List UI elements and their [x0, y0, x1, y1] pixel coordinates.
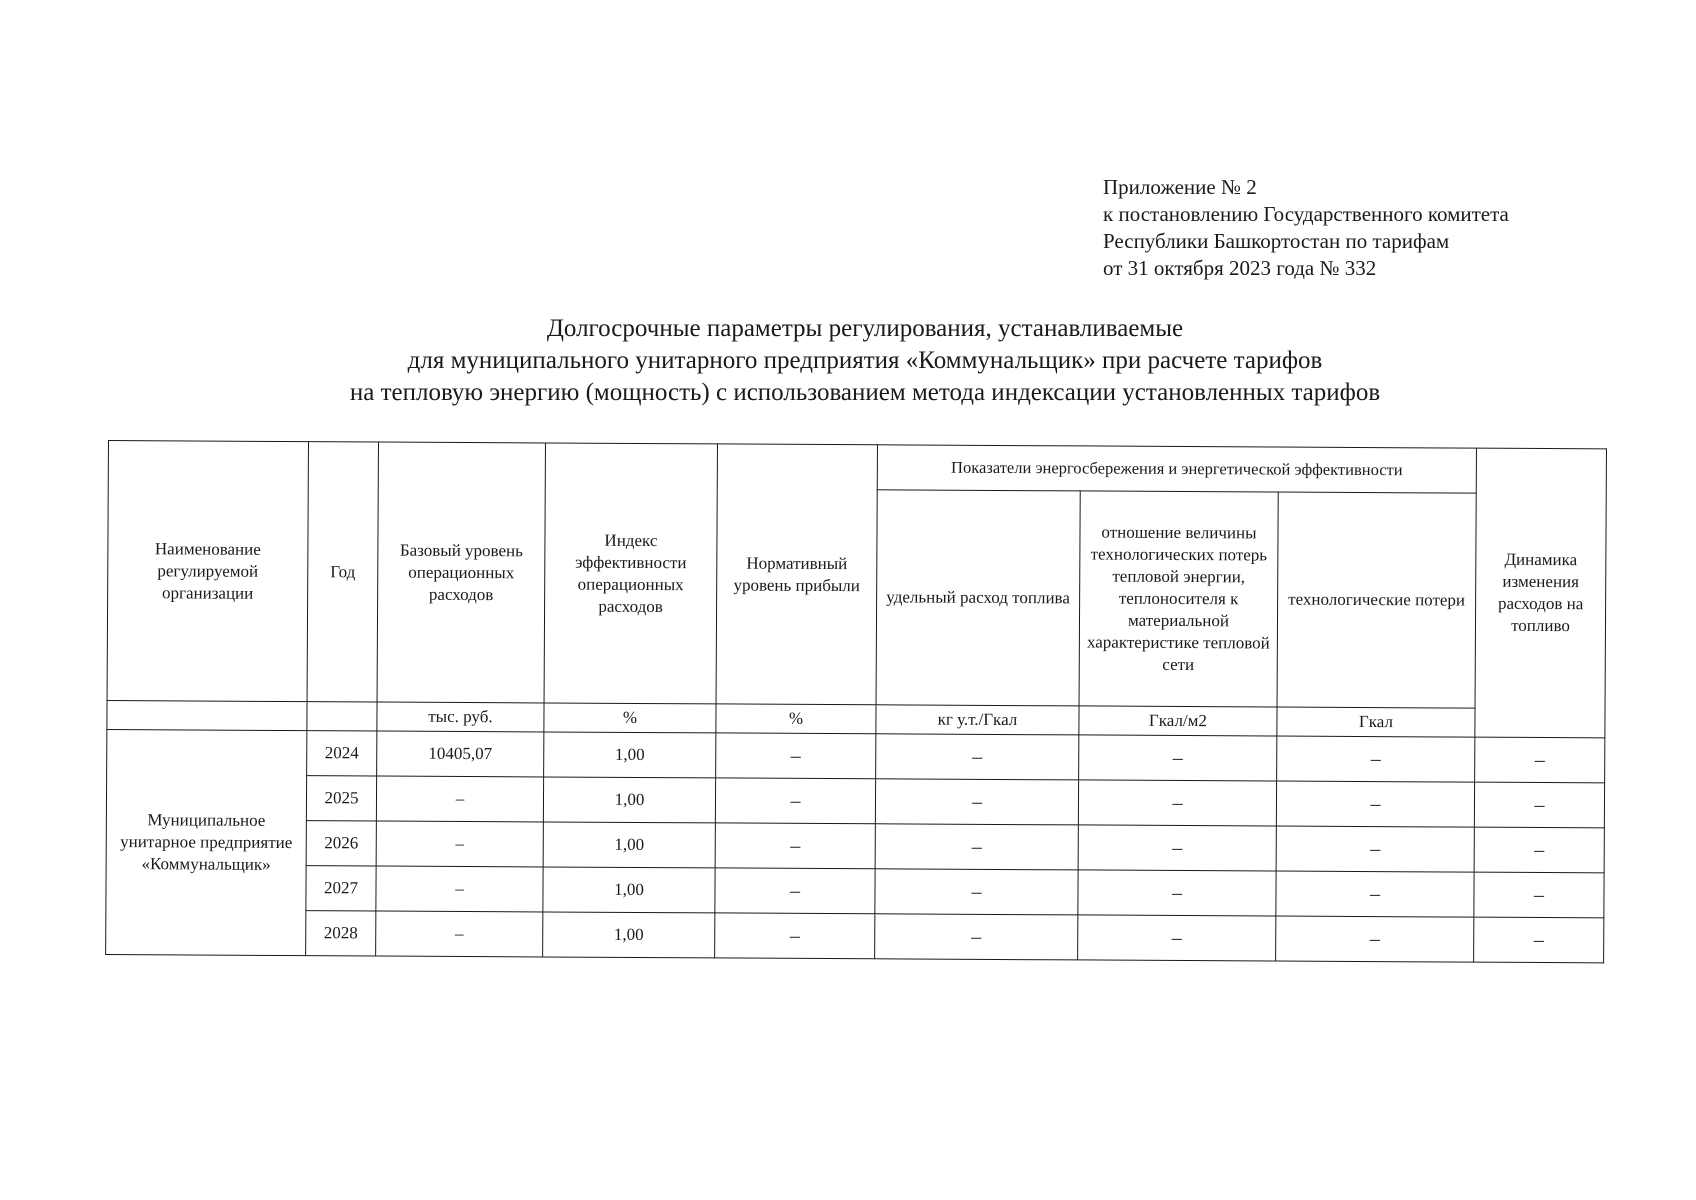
header-year: Год [307, 442, 378, 702]
document-title [150, 313, 1580, 409]
appendix-line: Республики Башкортостан по тарифам [1103, 229, 1450, 253]
title-line: Долгосрочные параметры регулирования, устанавливаемые [546, 315, 1184, 342]
unit-org-blank [107, 700, 307, 730]
cell-eff-index: 1,00 [543, 867, 715, 913]
cell-losses: – [1276, 826, 1474, 872]
cell-losses: – [1276, 781, 1474, 827]
unit-year-blank [307, 702, 377, 731]
cell-year: 2024 [307, 731, 377, 776]
unit-eff-index: % [544, 703, 716, 733]
table-row [106, 909, 1604, 962]
cell-profit: – [715, 868, 875, 914]
cell-dynamics: – [1474, 872, 1604, 918]
cell-year: 2025 [306, 776, 376, 821]
unit-base-cost: тыс. руб. [377, 702, 544, 732]
header-org: Наименование регулируемой организации [107, 441, 308, 702]
cell-eff-index: 1,00 [543, 777, 715, 823]
cell-eff-index: 1,00 [544, 732, 716, 778]
cell-dynamics: – [1474, 827, 1604, 873]
cell-base-cost: – [376, 911, 543, 957]
cell-eff-index: 1,00 [543, 912, 715, 958]
header-eff-index: Индекс эффективности операционных расходов [544, 443, 717, 704]
cell-year: 2027 [306, 866, 376, 911]
parameters-table [105, 440, 1607, 963]
header-fuel: удельный расход топлива [876, 490, 1080, 706]
cell-base-cost: – [376, 821, 543, 867]
appendix-line: от 31 октября 2023 года № 332 [1103, 256, 1377, 280]
cell-profit: – [715, 913, 875, 959]
cell-base-cost: – [376, 776, 543, 822]
cell-profit: – [716, 733, 876, 779]
header-profit: Нормативный уровень прибыли [716, 444, 877, 705]
cell-fuel: – [875, 824, 1078, 870]
header-losses: технологические потери [1277, 492, 1476, 708]
cell-losses: – [1277, 736, 1475, 782]
cell-ratio: – [1078, 825, 1276, 871]
cell-fuel: – [875, 914, 1078, 960]
header-energy-group: Показатели энергосбережения и энергетической эффективности [877, 445, 1476, 493]
cell-year: 2026 [306, 821, 376, 866]
cell-base-cost: 10405,07 [377, 731, 544, 777]
unit-fuel: кг у.т./Гкал [876, 705, 1079, 735]
cell-dynamics: – [1474, 782, 1604, 828]
cell-fuel: – [876, 734, 1079, 780]
cell-fuel: – [875, 779, 1078, 825]
cell-eff-index: 1,00 [543, 822, 715, 868]
cell-losses: – [1276, 916, 1474, 962]
unit-ratio: Гкал/м2 [1079, 706, 1277, 736]
unit-profit: % [716, 704, 876, 734]
appendix-block [1103, 174, 1509, 282]
header-base-cost: Базовый уровень операционных расходов [377, 442, 545, 703]
cell-ratio: – [1078, 915, 1276, 961]
cell-ratio: – [1079, 735, 1277, 781]
cell-dynamics: – [1474, 917, 1604, 963]
unit-losses: Гкал [1277, 707, 1475, 737]
cell-base-cost: – [376, 866, 543, 912]
org-name-cell: Муниципальное унитарное предприятие «Коммунальщик» [106, 729, 307, 955]
cell-ratio: – [1078, 780, 1276, 826]
cell-dynamics: – [1475, 737, 1605, 783]
header-dynamics: Динамика изменения расходов на топливо [1475, 448, 1607, 738]
header-ratio: отношение величины технологических потерь тепловой энергии, теплоносителя к материальной характеристике тепловой сети [1079, 491, 1278, 707]
cell-year: 2028 [306, 911, 376, 956]
cell-fuel: – [875, 869, 1078, 915]
cell-ratio: – [1078, 870, 1276, 916]
title-line: на тепловую энергию (мощность) с использованием метода индексации установленных тарифов [349, 379, 1381, 406]
appendix-line: к постановлению Государственного комитета [1103, 202, 1509, 226]
cell-profit: – [715, 823, 875, 869]
cell-losses: – [1276, 871, 1474, 917]
title-line: для муниципального унитарного предприятия «Коммунальщик» при расчете тарифов [407, 347, 1323, 374]
appendix-line: Приложение № 2 [1103, 175, 1257, 199]
cell-profit: – [715, 778, 875, 824]
